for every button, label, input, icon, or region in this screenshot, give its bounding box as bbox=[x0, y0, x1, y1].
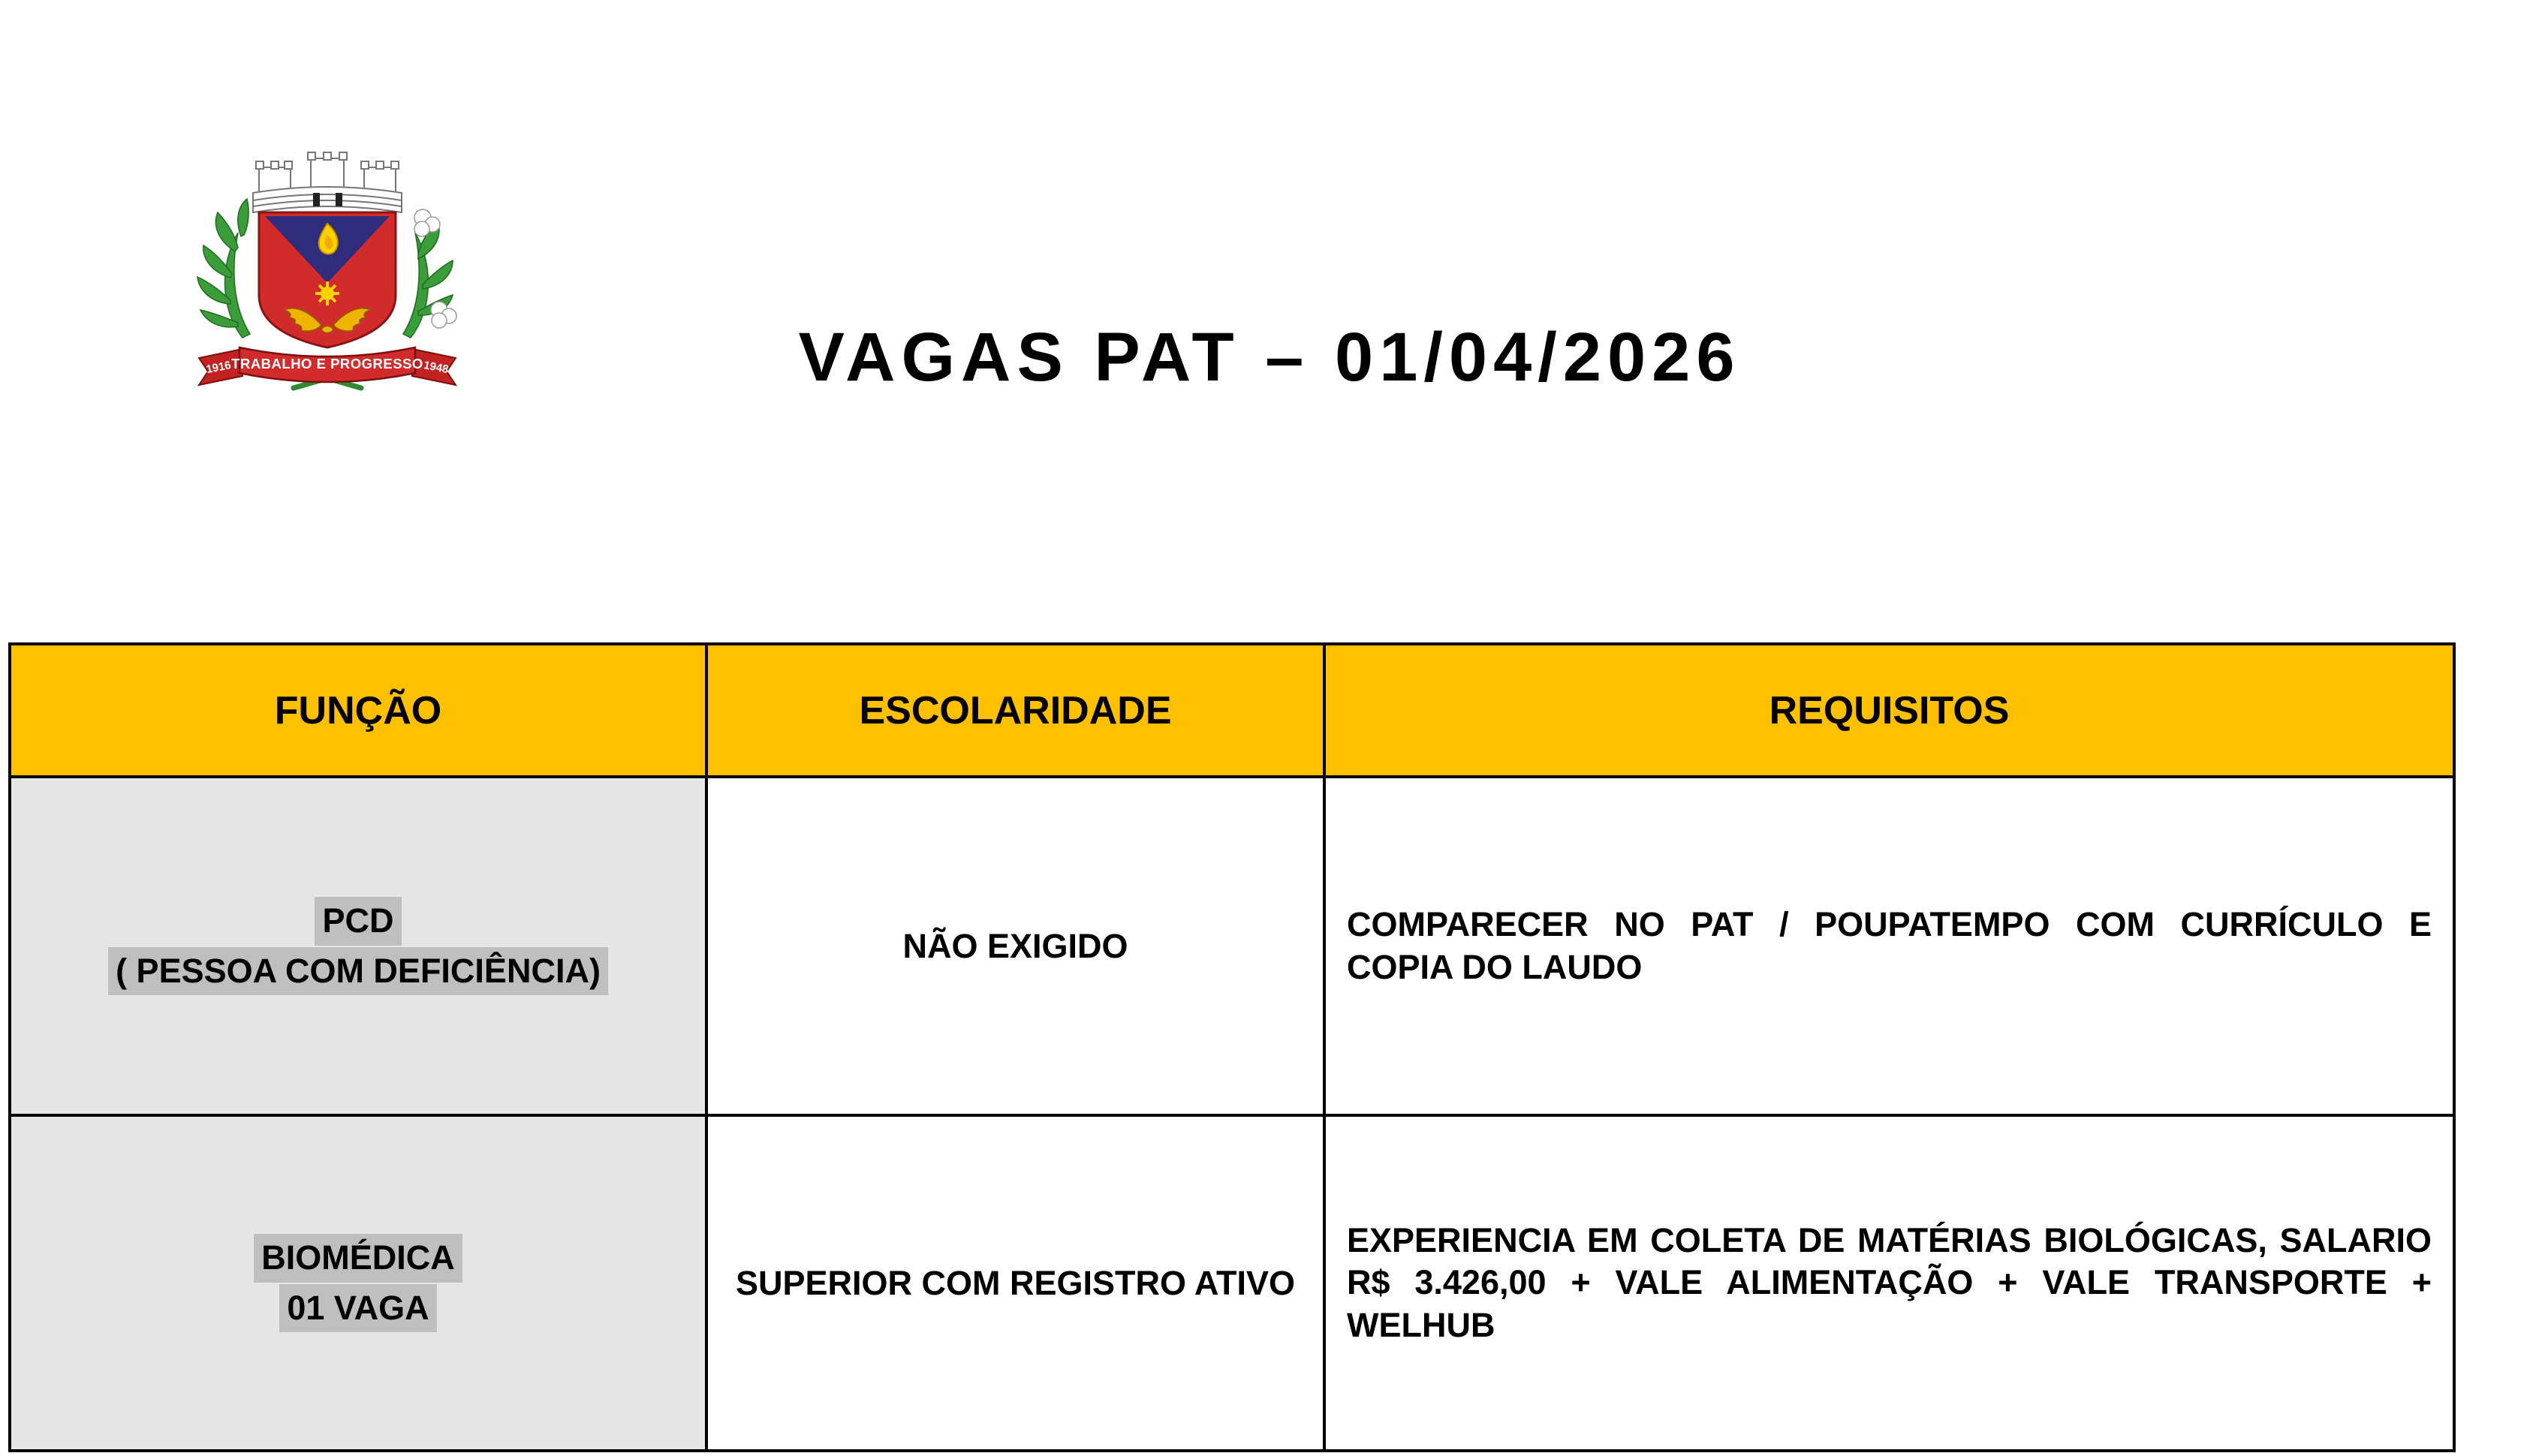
table-header-row bbox=[10, 644, 2454, 777]
logo-branch-right bbox=[403, 209, 456, 338]
cell-requisitos-biomedica: EXPERIENCIA EM COLETA DE MATÉRIAS BIOLÓGICAS, SALARIO R$ 3.426,00 + VALE ALIMENTAÇÃO + VALE TRANSPORTE + WELHUB bbox=[1324, 1115, 2454, 1451]
cell-escolaridade-pcd: NÃO EXIGIDO bbox=[706, 777, 1324, 1115]
funcao-line bbox=[12, 947, 704, 996]
funcao-line bbox=[12, 1284, 704, 1333]
cell-funcao-biomedica bbox=[10, 1115, 706, 1451]
table-row-pcd bbox=[10, 777, 2454, 1115]
table-row-biomedica bbox=[10, 1115, 2454, 1451]
logo-mural-crown bbox=[253, 152, 402, 212]
cell-requisitos-pcd: COMPARECER NO PAT / POUPATEMPO COM CURRÍCULO E COPIA DO LAUDO bbox=[1324, 777, 2454, 1115]
funcao-line bbox=[12, 1234, 704, 1283]
cell-escolaridade-biomedica: SUPERIOR COM REGISTRO ATIVO bbox=[706, 1115, 1324, 1451]
funcao-title: BIOMÉDICA bbox=[254, 1234, 462, 1283]
logo-year-left: 1916 bbox=[205, 359, 233, 377]
funcao-line bbox=[12, 897, 704, 946]
logo-year-right: 1948 bbox=[422, 359, 450, 377]
funcao-subtitle: ( PESSOA COM DEFICIÊNCIA) bbox=[108, 947, 608, 996]
column-header-requisitos: REQUISITOS bbox=[1324, 644, 2454, 777]
column-header-escolaridade: ESCOLARIDADE bbox=[706, 644, 1324, 777]
page-title: VAGAS PAT – 01/04/2026 bbox=[798, 319, 1741, 396]
funcao-subtitle: 01 VAGA bbox=[279, 1284, 436, 1333]
cell-funcao-pcd bbox=[10, 777, 706, 1115]
logo-motto: TRABALHO E PROGRESSO bbox=[231, 356, 423, 372]
logo-branch-left bbox=[197, 199, 250, 338]
column-header-funcao: FUNÇÃO bbox=[10, 644, 706, 777]
funcao-title: PCD bbox=[315, 897, 401, 946]
vacancies-table bbox=[8, 642, 2456, 1452]
